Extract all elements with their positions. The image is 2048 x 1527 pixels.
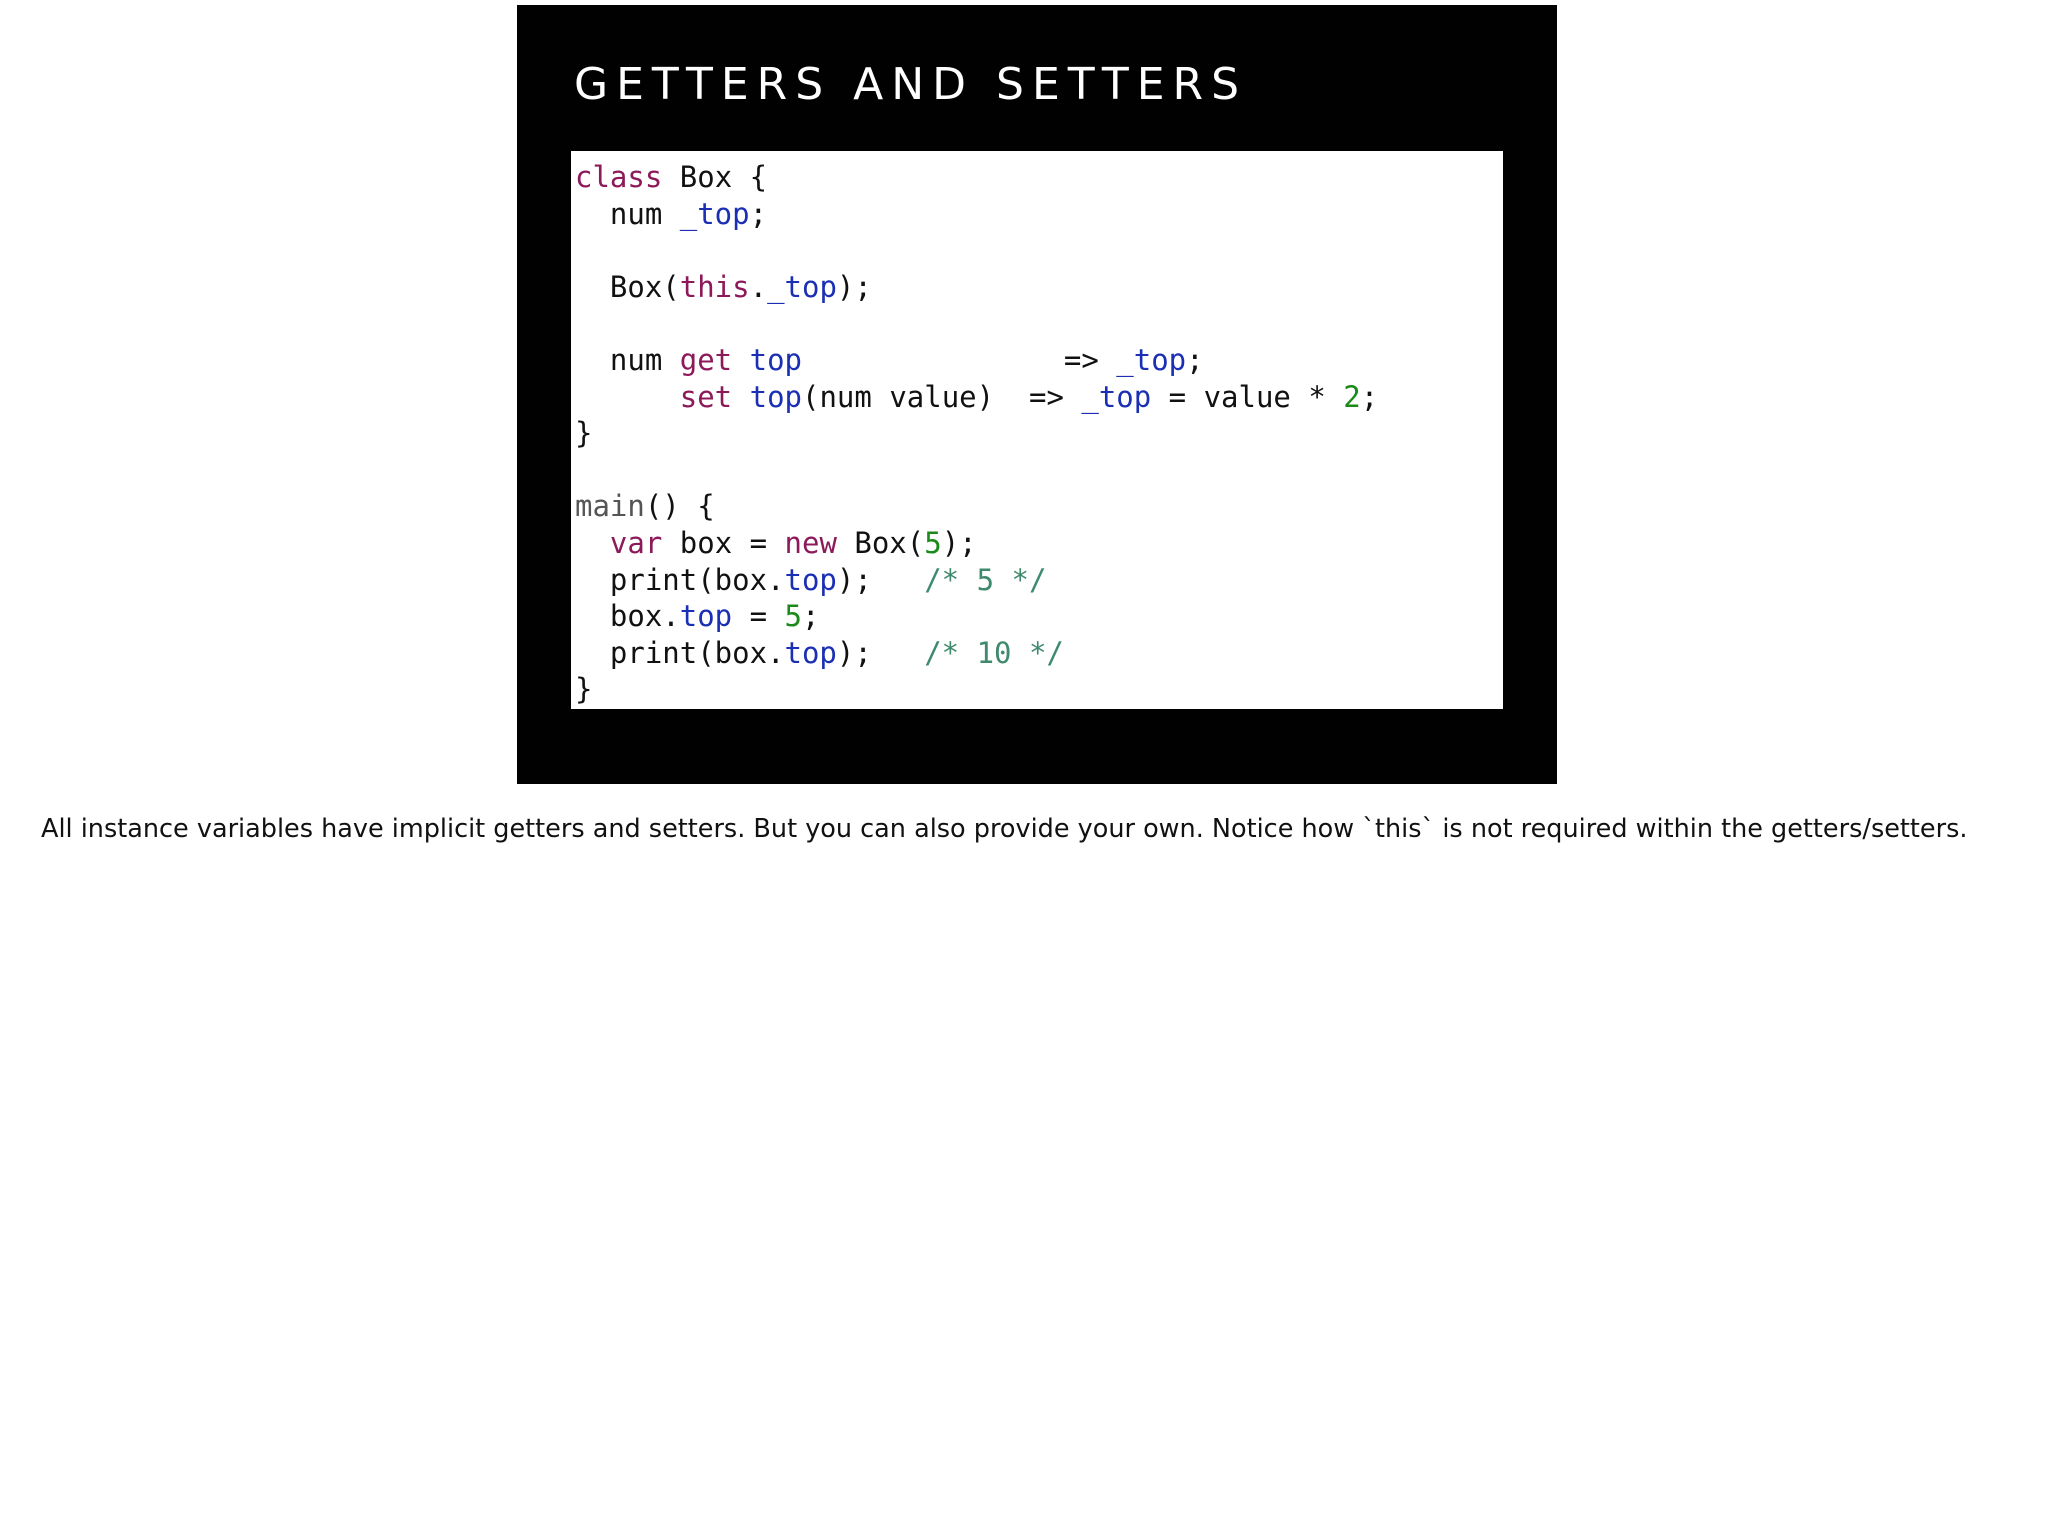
code-identifier: top <box>784 635 837 670</box>
code-text <box>732 343 749 377</box>
code-line <box>575 305 1503 342</box>
code-line <box>575 379 1503 416</box>
code-text: ; <box>1360 379 1379 414</box>
code-text: num <box>575 342 680 377</box>
code-line <box>575 452 1503 489</box>
code-line <box>575 671 1503 708</box>
code-keyword: this <box>679 269 750 304</box>
code-text: = value * <box>1151 379 1344 414</box>
code-number: 5 <box>784 599 803 634</box>
code-text: ); <box>836 635 925 670</box>
code-text: } <box>575 672 593 707</box>
code-line <box>575 415 1503 452</box>
code-comment: /* 5 */ <box>924 562 1047 597</box>
code-text: ); <box>941 525 977 560</box>
code-text: Box( <box>836 525 925 560</box>
code-line <box>575 635 1503 672</box>
slide-caption: All instance variables have implicit getters and setters. But you can also provide your own. Notice how `this` is not required within the getters/setters. <box>41 814 1968 844</box>
code-text: num <box>575 196 680 231</box>
slide <box>517 5 1557 784</box>
code-text: ; <box>802 599 820 634</box>
code-text: Box { <box>662 160 768 194</box>
code-identifier: top <box>679 599 733 634</box>
code-text: (num value) => <box>802 379 1082 414</box>
code-text: ; <box>1186 342 1204 377</box>
code-text: ); <box>836 562 925 597</box>
code-number: 2 <box>1343 379 1361 414</box>
code-line <box>575 562 1503 599</box>
code-text <box>575 526 610 560</box>
code-identifier: _top <box>1116 342 1187 377</box>
code-identifier: _top <box>1081 379 1152 414</box>
code-identifier: _top <box>679 196 750 231</box>
code-keyword: new <box>784 525 837 560</box>
code-identifier: top <box>784 562 837 597</box>
code-block <box>571 151 1503 709</box>
code-function-name: main <box>575 489 645 524</box>
code-line <box>575 342 1503 379</box>
code-text: => <box>802 342 1117 377</box>
code-keyword: class <box>575 160 663 194</box>
code-text: Box( <box>575 269 680 304</box>
code-text <box>732 380 749 414</box>
code-line <box>575 232 1503 269</box>
code-text: = <box>732 599 785 634</box>
code-text: box = <box>662 525 785 560</box>
code-text: box. <box>575 599 680 634</box>
code-number: 5 <box>924 525 942 560</box>
code-line <box>575 159 1503 196</box>
code-text: } <box>575 416 593 451</box>
code-line <box>575 598 1503 635</box>
code-keyword: get <box>679 342 733 377</box>
code-line <box>575 196 1503 233</box>
code-comment: /* 10 */ <box>924 635 1064 670</box>
code-identifier: _top <box>767 269 837 304</box>
code-text: print(box. <box>575 562 785 597</box>
code-text: print(box. <box>575 635 785 670</box>
code-line <box>575 488 1503 525</box>
slide-title: GETTERS AND SETTERS <box>574 59 1248 110</box>
code-line <box>575 525 1503 562</box>
code-keyword: var <box>609 525 663 560</box>
code-identifier: top <box>749 342 803 377</box>
code-keyword: set <box>679 379 733 414</box>
code-line <box>575 269 1503 306</box>
code-text: ; <box>749 196 768 231</box>
code-text: . <box>749 269 768 304</box>
code-text: () { <box>644 489 715 524</box>
code-identifier: top <box>749 379 803 414</box>
code-text <box>575 380 680 414</box>
code-text: ); <box>836 269 872 304</box>
